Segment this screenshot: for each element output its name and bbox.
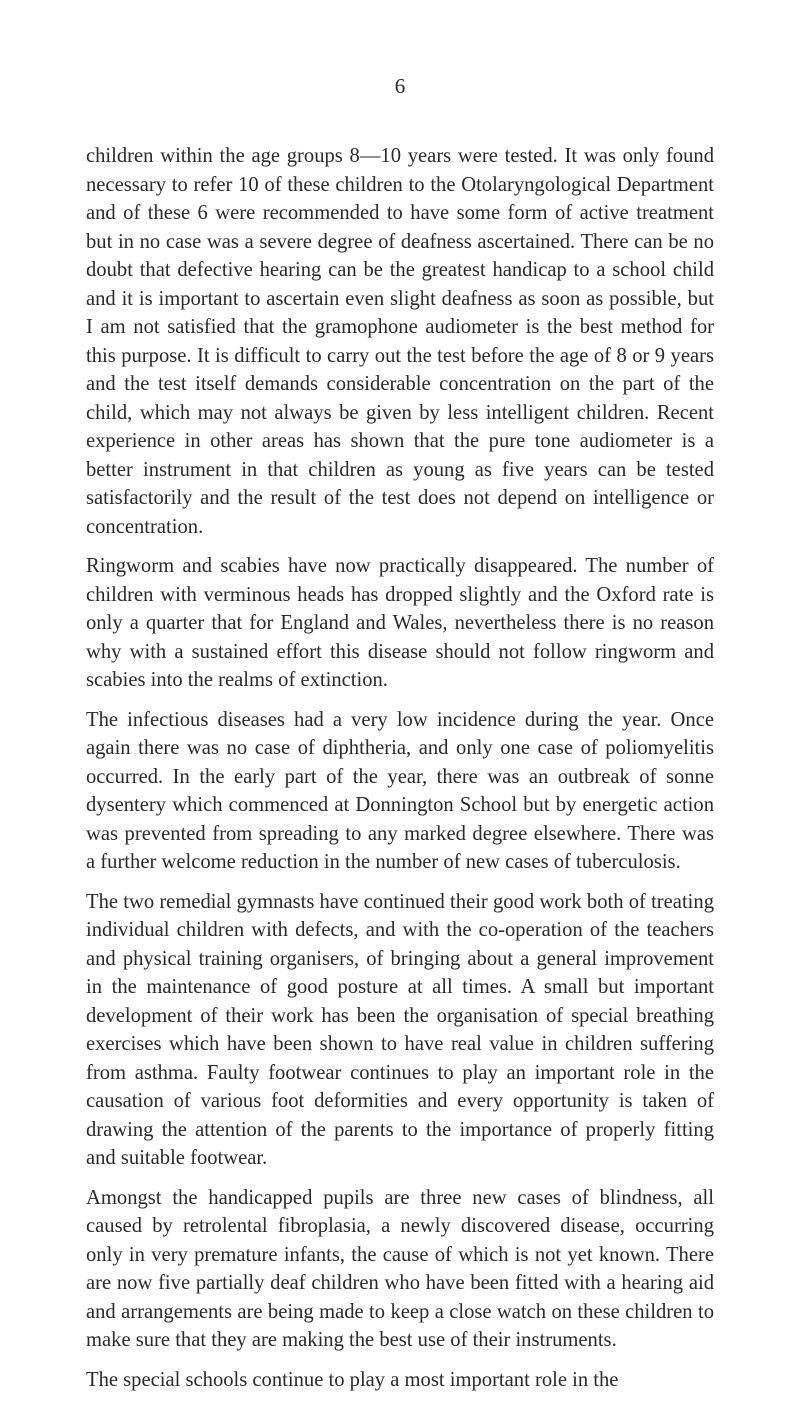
paragraph-infectious-diseases: The infectious diseases had a very low incidence during the year. Once again there was no case of diphtheria, and only one case of poliomyelitis occurred. In the early part of the year, there was an outbreak of sonne dysentery which commenced at Donnington School but by energetic action was prevented from spreading to any marked degree elsewhere. There was a further welcome reduction in the number of new cases of tuberculosis. [86, 708, 714, 873]
paragraph-special-schools: The special schools continue to play a most important role in the [86, 1368, 619, 1391]
document-page [86, 72, 714, 1405]
paragraph-ringworm-scabies: Ringworm and scabies have now practically disappeared. The number of children with verminous heads has dropped slightly and the Oxford rate is only a quarter that for England and Wales, nevertheless there is no reason why with a sustained effort this disease should not follow ringworm and scabies into the realms of extinction. [86, 555, 714, 691]
paragraph-hearing-tests: children within the age groups 8—10 years were tested. It was only found necessary to refer 10 of these children to the Otolaryngological Department and of these 6 were recommended to have some form of active treatment but in no case was a severe degree of deafness ascertained. There can be no doubt that defective hearing can be the greatest handicap to a school child and it is important to ascertain even slight deafness as soon as possible, but I am not satisfied that the gramophone audiometer is the best method for this purpose. It is difficult to carry out the test before the age of 8 or 9 years and the test itself demands considerable concentration on the part of the child, which may not always be given by less intelligent children. Recent experience in other areas has shown that the pure tone audiometer is a better instrument in that children as young as five years can be tested satisfactorily and the result of the test does not depend on intelligence or concentration. [86, 145, 714, 538]
paragraph-handicapped-pupils: Amongst the handicapped pupils are three new cases of blindness, all caused by retrolental fibroplasia, a newly discovered disease, occurring only in very premature infants, the cause of which is not yet known. There are now five partially deaf children who have been fitted with a hearing aid and arrangements are being made to keep a close watch on these children to make sure that they are making the best use of their instruments. [86, 1186, 714, 1351]
paragraph-remedial-gymnasts: The two remedial gymnasts have continued their good work both of treating individual children with defects, and with the co-operation of the teachers and physical training organisers, of bringing about a general improvement in the maintenance of good posture at all times. A small but important development of their work has been the organisation of special breathing exercises which have been shown to have real value in children suffering from asthma. Faulty footwear continues to play an important role in the causation of various foot deformities and every opportunity is taken of drawing the attention of the parents to the importance of properly fitting and suitable footwear. [86, 890, 714, 1169]
page-number: 6 [394, 74, 406, 98]
